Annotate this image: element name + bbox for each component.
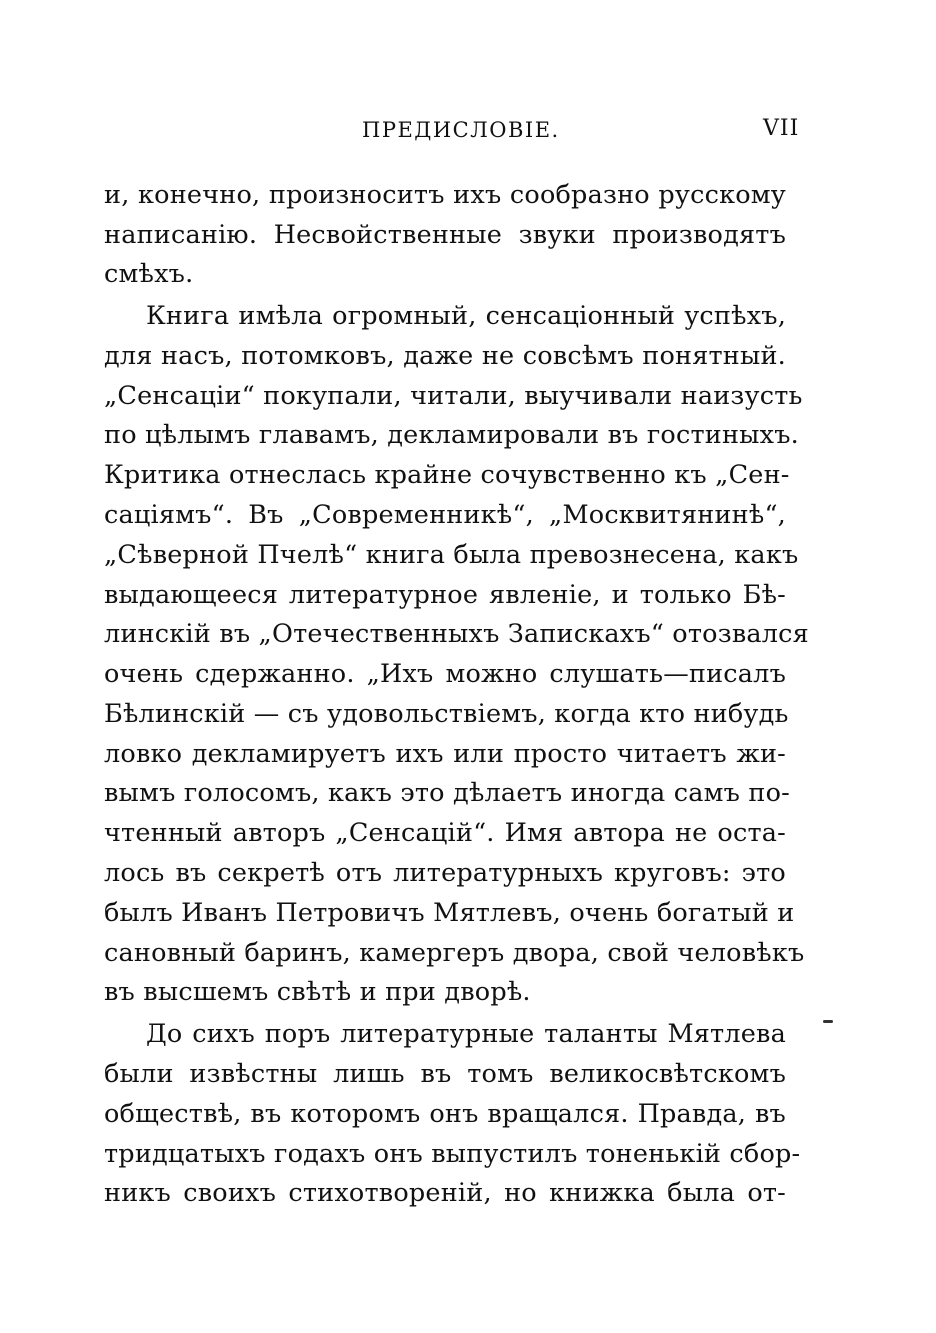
text-line: лось въ секретѣ отъ литературныхъ круговъ: это (104, 858, 786, 888)
text-line: никъ своихъ стихотвореній, но книжка была от- (104, 1178, 786, 1208)
text-line: обществѣ, въ которомъ онъ вращался. Правда, въ (104, 1099, 786, 1129)
text-line: чтенный авторъ „Сенсацій“. Имя автора не оста- (104, 818, 786, 848)
text-line: линскій въ „Отечественныхъ Запискахъ“ отозвался (104, 619, 809, 649)
text-line: написанію. Несвойственные звуки производятъ (104, 220, 786, 250)
text-line: Бѣлинскій — съ удовольствіемъ, когда кто нибудь (104, 699, 789, 729)
text-line: До сихъ поръ литературные таланты Мятлева (146, 1019, 786, 1049)
text-line: былъ Иванъ Петровичъ Мятлевъ, очень богатый и (104, 898, 795, 928)
text-line: смѣхъ. (104, 259, 194, 289)
text-line: выдающееся литературное явленіе, и только Бѣ- (104, 580, 786, 610)
text-line: очень сдержанно. „Ихъ можно слушать—писалъ (104, 659, 786, 689)
text-line: сановный баринъ, камергеръ двора, свой человѣкъ (104, 938, 805, 968)
text-line: вымъ голосомъ, какъ это дѣлаетъ иногда самъ по- (104, 778, 790, 808)
text-line: въ высшемъ свѣтѣ и при дворѣ. (104, 977, 531, 1007)
text-line: „Сенсаціи“ покупали, читали, выучивали наизусть (104, 381, 803, 411)
text-line: тридцатыхъ годахъ онъ выпустилъ тоненькій сбор- (104, 1139, 801, 1169)
text-line: Книга имѣла огромный, сенсаціонный успѣхъ, (146, 301, 786, 331)
text-line: и, конечно, произноситъ ихъ сообразно русскому (104, 180, 786, 210)
text-line: были извѣстны лишь въ томъ великосвѣтскомъ (104, 1059, 786, 1089)
running-title: ПРЕДИСЛОВІЕ. (362, 118, 560, 142)
text-line: саціямъ“. Въ „Современникѣ“, „Москвитянинѣ“, (104, 500, 786, 530)
text-line: по цѣлымъ главамъ, декламировали въ гостиныхъ. (104, 420, 799, 450)
text-line: „Сѣверной Пчелѣ“ книга была превознесена, какъ (104, 540, 799, 570)
text-line: для насъ, потомковъ, даже не совсѣмъ понятный. (104, 341, 786, 371)
text-line: Критика отнеслась крайне сочувственно къ „Сен- (104, 460, 790, 490)
page-number: VII (763, 116, 800, 141)
margin-mark (823, 1020, 833, 1023)
text-line: ловко декламируетъ ихъ или просто читаетъ жи- (104, 739, 786, 769)
